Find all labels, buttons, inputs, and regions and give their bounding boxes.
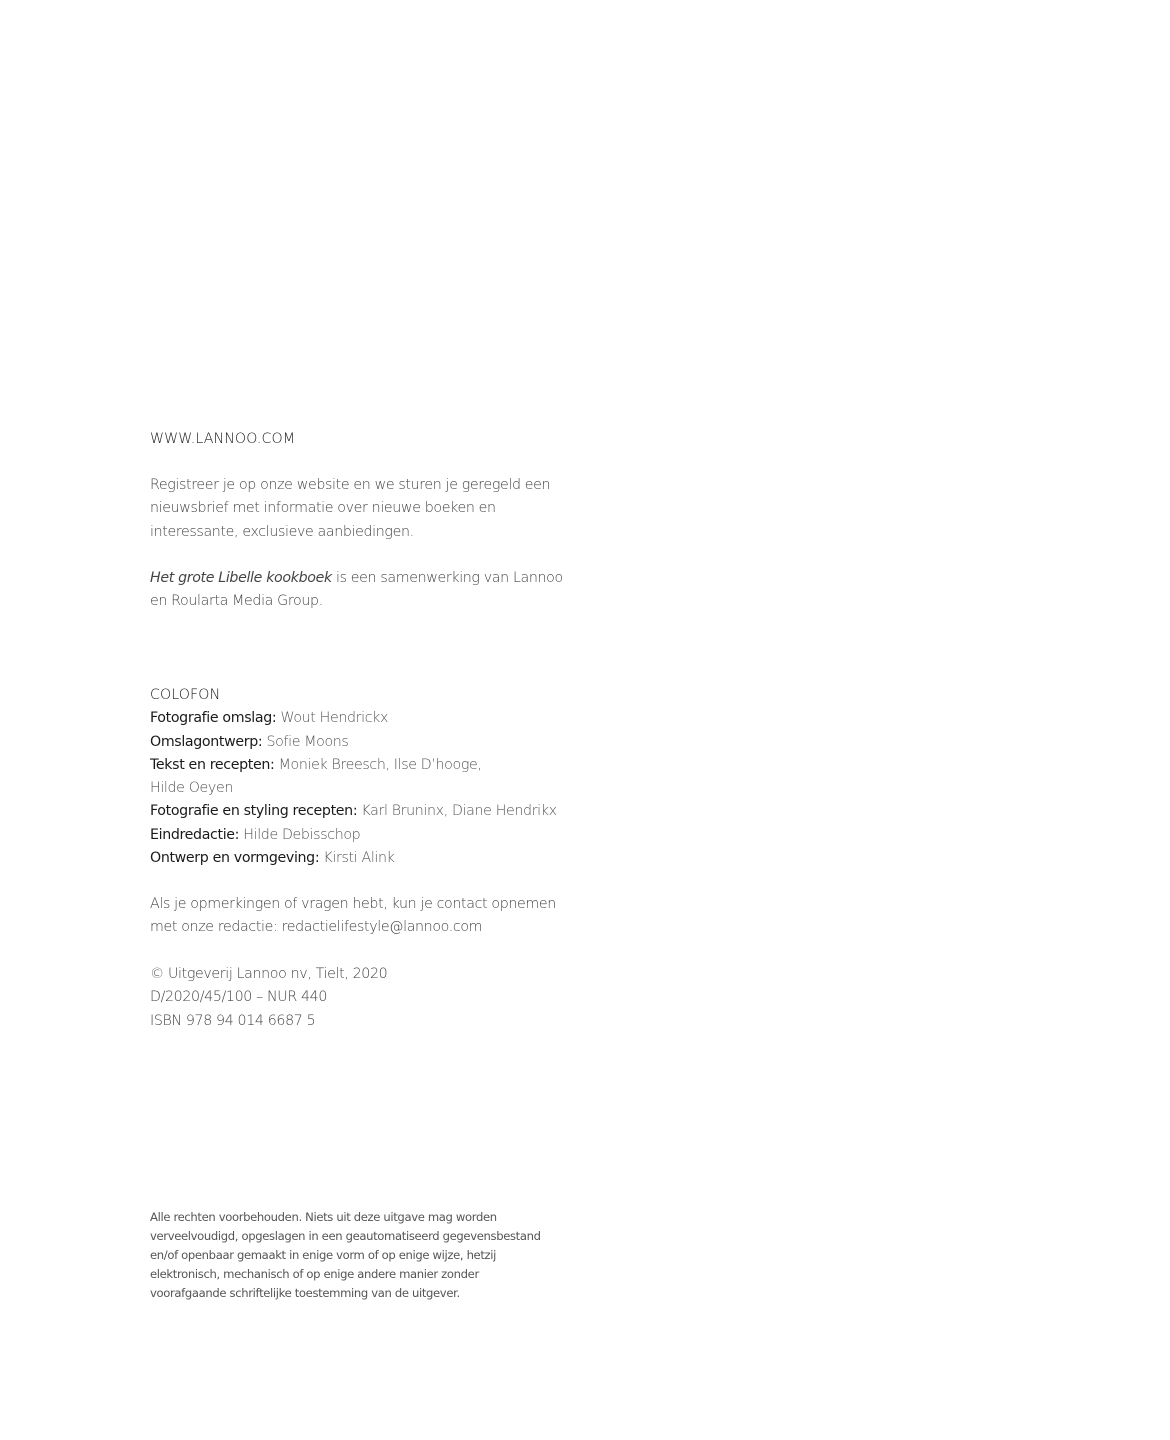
- credit-label: Ontwerp en vormgeving:: [150, 850, 320, 867]
- credit-row: [150, 707, 570, 730]
- contact-paragraph: [150, 893, 570, 940]
- rights-line: elektronisch, mechanisch of op enige andere manier zonder: [150, 1267, 479, 1281]
- copyright-line: © Uitgeverij Lannoo nv, Tielt, 2020: [150, 966, 388, 982]
- collab-line-1: [150, 567, 570, 590]
- credit-row: [150, 731, 570, 754]
- colofon-block: [150, 684, 570, 870]
- rights-line: en/of openbaar gemaakt in enige vorm of op enige wijze, hetzij: [150, 1248, 497, 1262]
- credit-value: Karl Bruninx, Diane Hendrikx: [357, 803, 557, 820]
- credit-label: Eindredactie:: [150, 826, 240, 843]
- depot-nur-line: D/2020/45/100 – NUR 440: [150, 989, 328, 1006]
- credit-label: Fotografie omslag:: [150, 710, 277, 727]
- newsletter-paragraph: [150, 474, 570, 544]
- collaboration-paragraph: [150, 567, 570, 614]
- credit-label: Tekst en recepten:: [150, 756, 275, 773]
- collab-line-2: en Roularta Media Group.: [150, 593, 323, 610]
- newsletter-line: Registreer je op onze website en we sturen je geregeld een: [150, 477, 551, 493]
- credit-row: [150, 847, 570, 870]
- isbn-line: ISBN 978 94 014 6687 5: [150, 1012, 316, 1029]
- publisher-info: [150, 963, 570, 1033]
- credit-value: Wout Hendrickx: [276, 710, 389, 727]
- credit-value: Hilde Debisschop: [239, 826, 361, 843]
- credit-value: Kirsti Alink: [319, 850, 395, 867]
- book-title: Het grote Libelle kookboek: [150, 570, 332, 586]
- credit-label: Fotografie en styling recepten:: [150, 803, 358, 820]
- rights-notice: [150, 1208, 570, 1303]
- newsletter-line: interessante, exclusieve aanbiedingen.: [150, 523, 414, 540]
- credit-row: [150, 754, 570, 777]
- rights-line: verveelvoudigd, opgeslagen in een geautomatiseerd gegevensbestand: [150, 1229, 541, 1243]
- rights-line: Alle rechten voorbehouden. Niets uit deze uitgave mag worden: [150, 1210, 497, 1224]
- contact-line: met onze redactie: redactielifestyle@lannoo.com: [150, 919, 483, 936]
- credit-row: [150, 777, 570, 800]
- colofon-heading: COLOFON: [150, 687, 221, 703]
- newsletter-line: nieuwsbrief met informatie over nieuwe boeken en: [150, 500, 496, 517]
- credit-label: Omslagontwerp:: [150, 733, 263, 750]
- credit-row: [150, 824, 570, 847]
- credit-value: Sofie Moons: [262, 733, 349, 750]
- credit-value: Moniek Breesch, Ilse D’hooge,: [274, 756, 482, 773]
- website-heading: WWW.LANNOO.COM: [150, 431, 296, 447]
- collab-text: is een samenwerking van Lannoo: [331, 570, 563, 586]
- credit-value: Hilde Oeyen: [150, 780, 233, 797]
- contact-line: Als je opmerkingen of vragen hebt, kun je contact opnemen: [150, 896, 556, 912]
- website-block: [150, 428, 570, 451]
- rights-line: voorafgaande schriftelijke toestemming van de uitgever.: [150, 1286, 460, 1300]
- credit-row: [150, 800, 570, 823]
